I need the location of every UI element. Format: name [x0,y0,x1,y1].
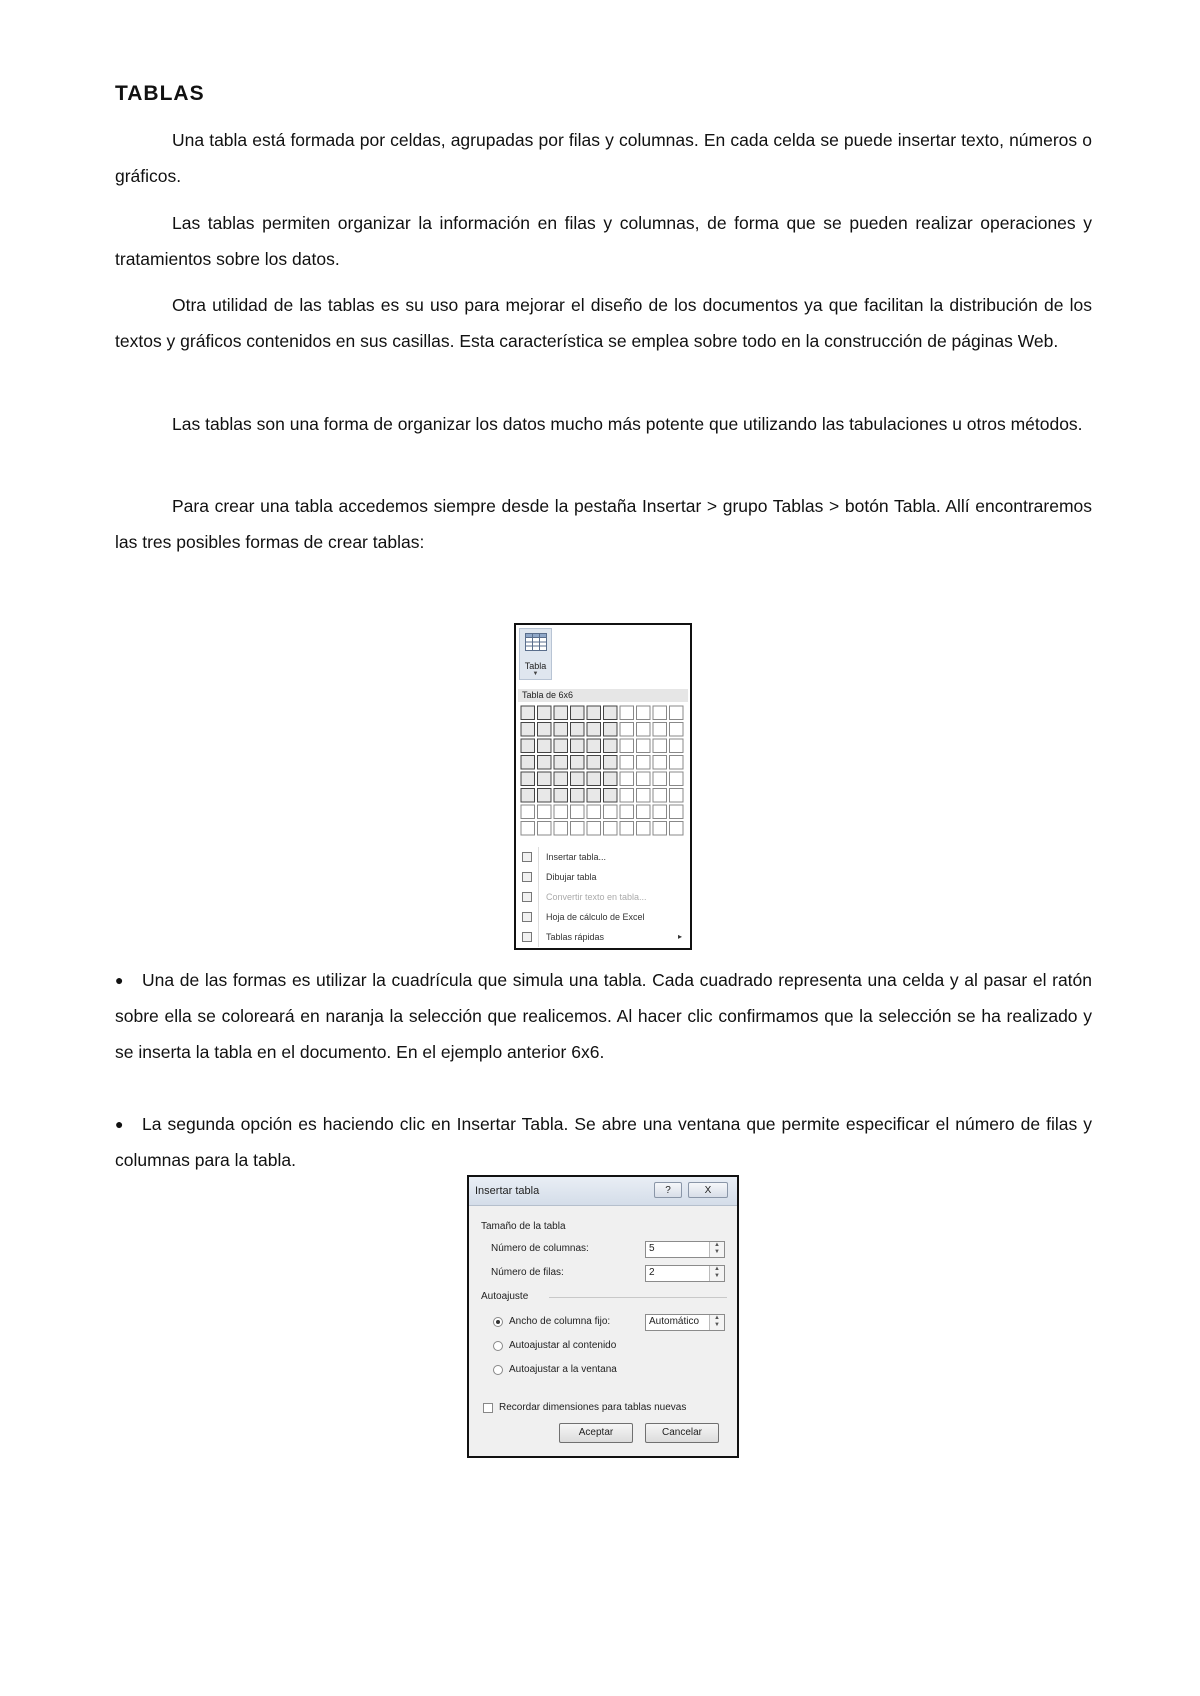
grid-cell[interactable] [653,706,667,720]
autofit-window-label: Autoajustar a la ventana [509,1364,617,1375]
grid-cell[interactable] [604,822,618,836]
grid-cell[interactable] [554,772,568,786]
rows-label: Número de filas: [491,1267,564,1278]
grid-cell[interactable] [521,756,535,770]
grid-cell[interactable] [538,789,552,803]
ok-button[interactable]: Aceptar [559,1423,633,1443]
grid-cell[interactable] [554,789,568,803]
grid-cell[interactable] [521,723,535,737]
menu-item-insert-table[interactable]: Insertar tabla... [518,847,688,867]
table-icon [525,633,547,651]
grid-cell[interactable] [521,739,535,753]
grid-cell[interactable] [620,789,634,803]
grid-cell[interactable] [604,706,618,720]
grid-cell[interactable] [653,772,667,786]
grid-cell[interactable] [620,805,634,819]
chevron-down-icon: ▼ [532,671,539,677]
fixed-width-label: Ancho de columna fijo: [509,1316,611,1327]
table-menu-list [518,847,688,947]
grid-cell[interactable] [653,739,667,753]
grid-cell[interactable] [538,739,552,753]
grid-cell[interactable] [571,723,585,737]
grid-cell[interactable] [571,805,585,819]
stepper-arrows-icon[interactable]: ▲ ▼ [709,1315,724,1330]
grid-cell[interactable] [637,772,651,786]
list-item: ● Una de las formas es utilizar la cuadrícula que simula una tabla. Cada cuadrado representa una celda y al pasar el ratón sobre ella se coloreará en naranja la selección que realicemos. Al hacer clic confirmamos que la selección se ha realizado y se inserta la tabla en el documento. En el ejemplo anterior 6x6. [115,962,1092,1070]
chevron-right-icon: ▸ [677,932,682,941]
dialog-titlebar [469,1177,737,1206]
menu-item-convert-text: Convertir texto en tabla... [518,887,688,907]
stepper-arrows-icon[interactable]: ▲ ▼ [709,1242,724,1257]
remember-dimensions-label: Recordar dimensiones para tablas nuevas [499,1402,687,1413]
insert-table-dialog [467,1175,739,1458]
grid-cell[interactable] [554,805,568,819]
grid-cell[interactable] [620,723,634,737]
grid-cell[interactable] [521,772,535,786]
excel-sheet-icon [522,912,532,922]
grid-cell[interactable] [538,723,552,737]
autofit-content-label: Autoajustar al contenido [509,1340,617,1351]
columns-label: Número de columnas: [491,1243,589,1254]
grid-cell[interactable] [604,789,618,803]
grid-cell[interactable] [620,739,634,753]
section-divider [549,1297,727,1298]
grid-cell[interactable] [538,805,552,819]
grid-cell[interactable] [620,772,634,786]
grid-cell[interactable] [538,756,552,770]
grid-cell[interactable] [571,756,585,770]
autofit-section-title: Autoajuste [481,1291,529,1302]
grid-cell[interactable] [521,706,535,720]
grid-cell[interactable] [637,723,651,737]
grid-cell[interactable] [554,723,568,737]
dialog-title: Insertar tabla [475,1185,540,1197]
rows-stepper[interactable]: 2 ▲ ▼ [645,1265,725,1282]
grid-cell[interactable] [571,822,585,836]
grid-cell[interactable] [587,789,601,803]
grid-cell[interactable] [620,822,634,836]
grid-cell[interactable] [554,822,568,836]
grid-cell[interactable] [604,756,618,770]
insert-table-icon [522,852,532,862]
help-button[interactable]: ? [654,1182,682,1198]
grid-cell[interactable] [554,756,568,770]
convert-text-icon [522,892,532,902]
paragraph: Otra utilidad de las tablas es su uso para mejorar el diseño de los documentos ya que facilitan la distribución de los textos y gráficos contenidos en sus casillas. Esta característica se emplea sobre todo en la construcción de páginas Web. [115,295,1092,351]
table-size-grid[interactable] [520,705,688,841]
grid-cell[interactable] [620,756,634,770]
grid-cell[interactable] [670,723,684,737]
grid-cell[interactable] [637,739,651,753]
menu-item-draw-table[interactable]: Dibujar tabla [518,867,688,887]
grid-cell[interactable] [571,772,585,786]
grid-cell[interactable] [670,706,684,720]
grid-cell[interactable] [587,739,601,753]
grid-cell[interactable] [538,772,552,786]
grid-cell[interactable] [653,756,667,770]
grid-header: Tabla de 6x6 [518,689,688,702]
grid-cell[interactable] [670,756,684,770]
grid-cell[interactable] [670,805,684,819]
bullet-icon: ● [115,972,124,988]
grid-cell[interactable] [554,739,568,753]
table-menu-figure [514,623,692,950]
grid-cell[interactable] [653,822,667,836]
grid-cell[interactable] [604,772,618,786]
grid-cell[interactable] [637,789,651,803]
grid-cell[interactable] [620,706,634,720]
grid-cell[interactable] [653,789,667,803]
grid-cell[interactable] [554,706,568,720]
grid-cell[interactable] [571,789,585,803]
columns-stepper[interactable]: 5 ▲ ▼ [645,1241,725,1258]
grid-cell[interactable] [670,789,684,803]
stepper-arrows-icon[interactable]: ▲ ▼ [709,1266,724,1281]
close-button[interactable]: X [688,1182,728,1198]
grid-cell[interactable] [604,739,618,753]
grid-cell[interactable] [587,805,601,819]
grid-cell[interactable] [637,756,651,770]
grid-cell[interactable] [521,805,535,819]
menu-item-excel-sheet[interactable]: Hoja de cálculo de Excel [518,907,688,927]
list-item: ● La segunda opción es haciendo clic en Insertar Tabla. Se abre una ventana que permite especificar el número de filas y columnas para la tabla. [115,1106,1092,1178]
grid-cell[interactable] [653,723,667,737]
page-title: TABLAS [115,82,205,105]
autofit-content-radio[interactable] [493,1341,503,1351]
grid-cell[interactable] [587,723,601,737]
table-button-label: Tabla [524,661,547,671]
fixed-width-radio[interactable] [493,1317,503,1327]
bullet-icon: ● [115,1116,124,1132]
fixed-width-stepper[interactable]: Automático ▲ ▼ [645,1314,725,1331]
grid-cell[interactable] [637,822,651,836]
grid-cell[interactable] [604,805,618,819]
grid-cell[interactable] [587,822,601,836]
grid-cell[interactable] [587,772,601,786]
grid-cell[interactable] [571,739,585,753]
grid-cell[interactable] [538,822,552,836]
quick-tables-icon [522,932,532,942]
grid-cell[interactable] [670,739,684,753]
draw-table-icon [522,872,532,882]
grid-cell[interactable] [604,723,618,737]
paragraph: Una tabla está formada por celdas, agrupadas por filas y columnas. En cada celda se puede insertar texto, números o gráficos. [115,130,1092,186]
grid-cell[interactable] [637,706,651,720]
grid-cell[interactable] [521,789,535,803]
grid-cell[interactable] [587,756,601,770]
size-section-title: Tamaño de la tabla [481,1221,566,1232]
grid-cell[interactable] [521,822,535,836]
grid-cell[interactable] [587,706,601,720]
paragraph: Las tablas permiten organizar la información en filas y columnas, de forma que se pueden realizar operaciones y tratamientos sobre los datos. [115,213,1092,269]
paragraph: Las tablas son una forma de organizar los datos mucho más potente que utilizando las tabulaciones u otros métodos. [172,414,1083,434]
cancel-button[interactable]: Cancelar [645,1423,719,1443]
menu-item-quick-tables[interactable]: Tablas rápidas ▸ [518,927,688,947]
remember-dimensions-checkbox[interactable] [483,1403,493,1413]
grid-cell[interactable] [637,805,651,819]
grid-cell[interactable] [670,822,684,836]
paragraph: Para crear una tabla accedemos siempre desde la pestaña Insertar > grupo Tablas > botón Tabla. Allí encontraremos las tres posibles formas de crear tablas: [115,496,1092,552]
grid-cell[interactable] [653,805,667,819]
grid-cell[interactable] [670,772,684,786]
autofit-window-radio[interactable] [493,1365,503,1375]
grid-cell[interactable] [571,706,585,720]
table-button[interactable] [519,628,552,680]
grid-cell[interactable] [538,706,552,720]
